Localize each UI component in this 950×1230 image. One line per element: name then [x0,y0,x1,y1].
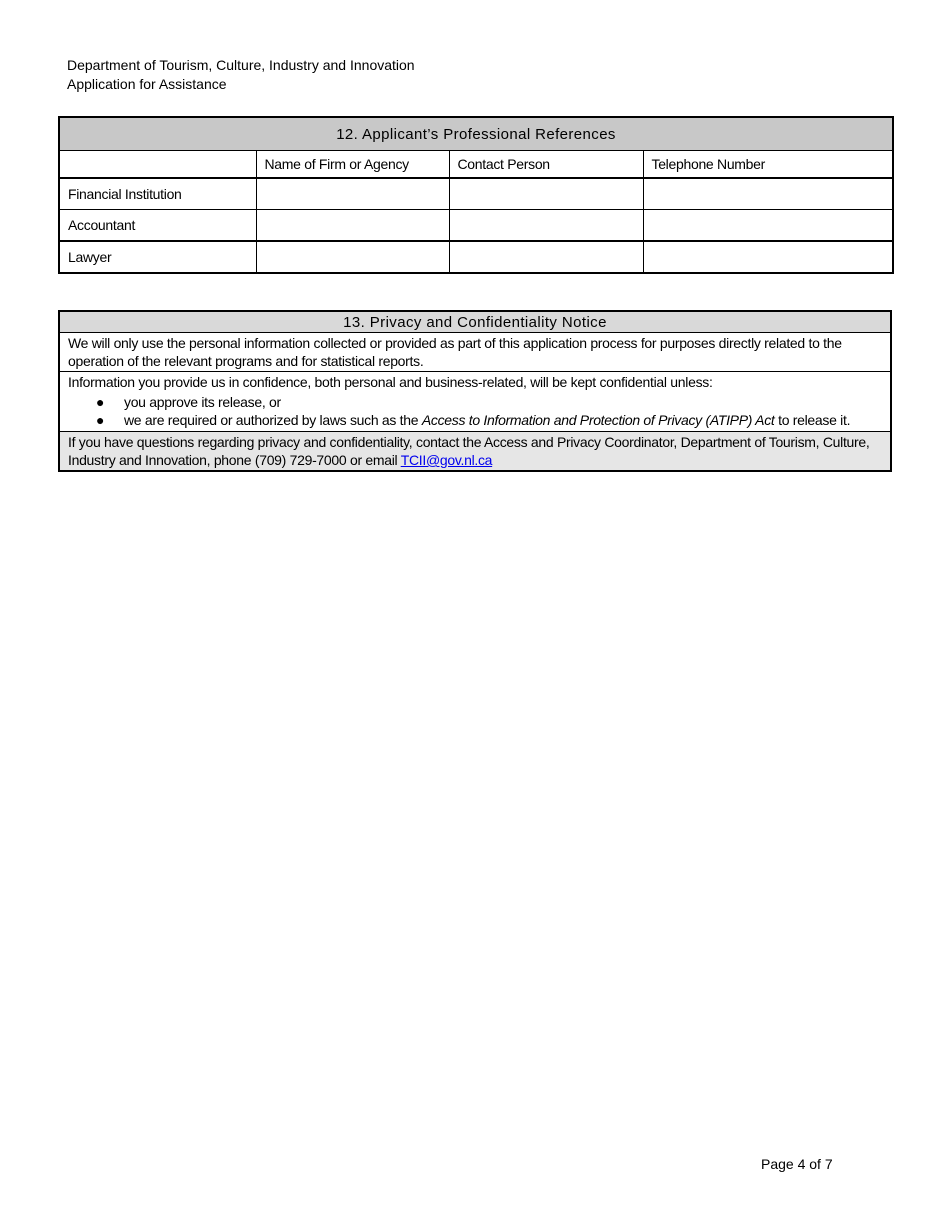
telephone-field[interactable] [643,178,893,210]
firm-field[interactable] [256,210,449,242]
reference-label: Financial Institution [59,178,256,210]
privacy-notice-table [58,310,892,472]
bullet-icon: ● [96,412,105,428]
references-section-title: 12. Applicant’s Professional References [59,117,893,151]
reference-row-accountant [59,210,893,242]
telephone-field[interactable] [643,210,893,242]
bullet-text-law-suffix: to release it. [774,412,851,428]
confidentiality-conditions [59,372,891,432]
references-header-row [59,151,893,179]
list-item [96,411,882,429]
privacy-section-title: 13. Privacy and Confidentiality Notice [59,311,891,333]
confidentiality-intro: Information you provide us in confidence, both personal and business-related, will be kept confidential unless: [68,374,713,390]
firm-field[interactable] [256,241,449,273]
list-item [96,393,882,411]
confidentiality-bullet-list [68,393,882,429]
references-header-blank [59,151,256,179]
reference-row-lawyer [59,241,893,273]
reference-label: Lawyer [59,241,256,273]
bullet-text-release: you approve its release, or [124,394,281,410]
contact-person-field[interactable] [449,210,643,242]
reference-label: Accountant [59,210,256,242]
contact-person-field[interactable] [449,178,643,210]
telephone-field[interactable] [643,241,893,273]
page-number: Page 4 of 7 [761,1156,833,1172]
column-header-contact: Contact Person [449,151,643,179]
bullet-icon: ● [96,394,105,410]
firm-field[interactable] [256,178,449,210]
page-header [67,56,415,94]
form-title: Application for Assistance [67,76,227,92]
department-name: Department of Tourism, Culture, Industry and Innovation [67,57,415,73]
column-header-phone: Telephone Number [643,151,893,179]
privacy-email-link[interactable]: TCII@gov.nl.ca [400,452,493,468]
references-table [58,116,894,274]
privacy-contact-text: If you have questions regarding privacy and confidentiality, contact the Access and Privacy Coordinator, Department of Tourism, Culture, Industry and Innovation, phone (709) 729-7000 or email [68,434,870,468]
privacy-contact-info [59,432,891,472]
reference-row-financial-institution [59,178,893,210]
atipp-act-name: Access to Information and Protection of Privacy (ATIPP) Act [421,412,775,428]
contact-person-field[interactable] [449,241,643,273]
column-header-firm: Name of Firm or Agency [256,151,449,179]
privacy-use-statement: We will only use the personal information collected or provided as part of this application process for purposes directly related to the operation of the relevant programs and for statistical reports. [59,333,891,372]
bullet-text-law-prefix: we are required or authorized by laws such as the [124,412,422,428]
